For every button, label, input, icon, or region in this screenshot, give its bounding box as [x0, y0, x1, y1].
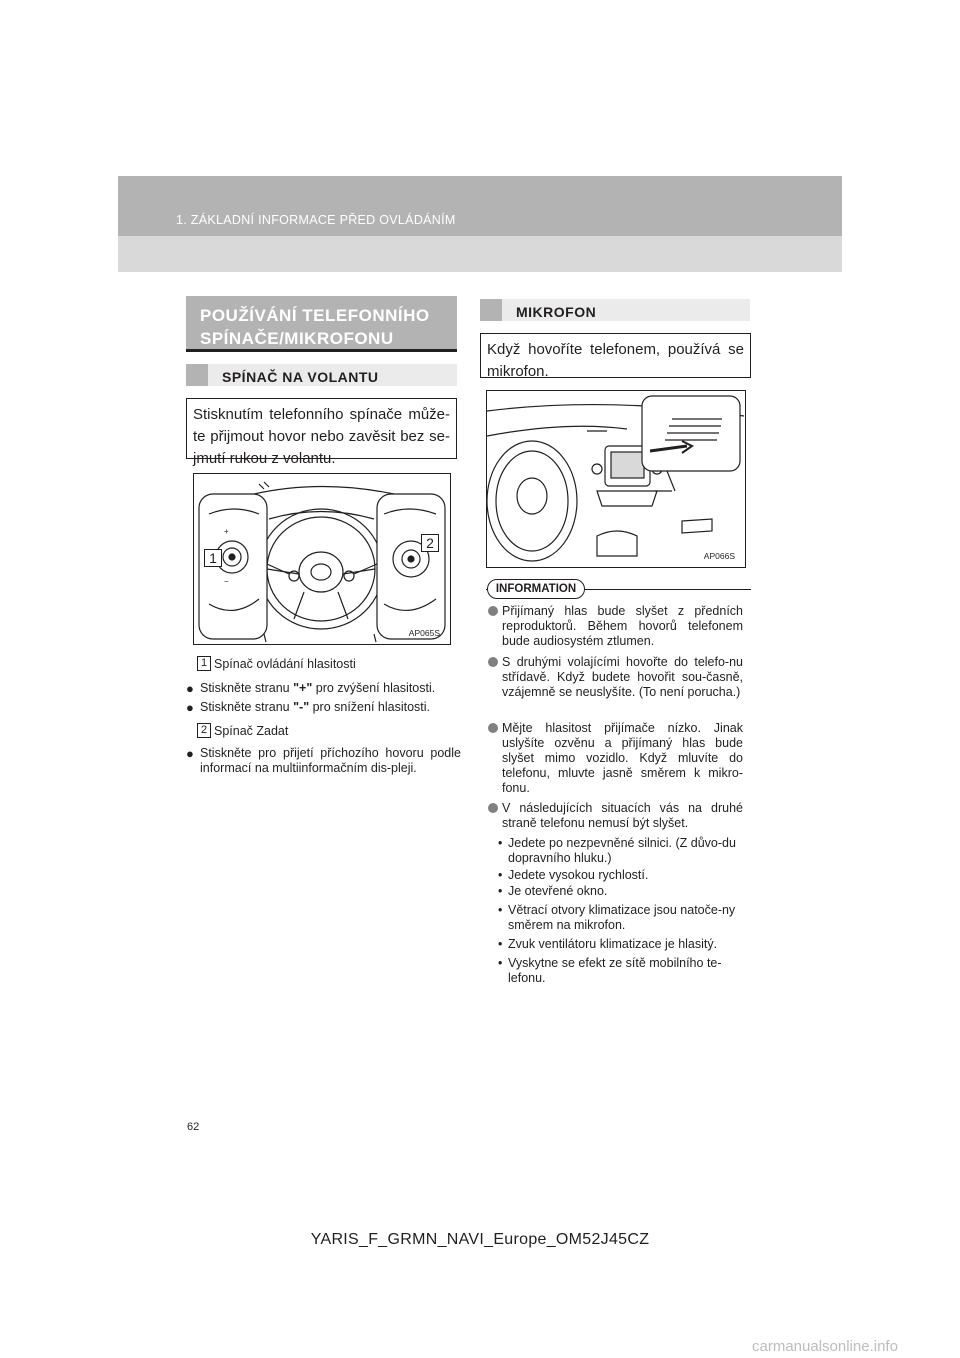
sub-item-text: Zvuk ventilátoru klimatizace je hlasitý.	[508, 937, 718, 951]
sub-item-text: Větrací otvory klimatizace jsou natoče-ny směrem na mikrofon.	[508, 903, 736, 932]
info-text: Mějte hlasitost přijímače nízko. Jinak uslyšíte ozvěnu a přijímaný hlas bude slyšet mimo vozidlo. Když mluvíte do telefonu, mluvte jasně směrem k mikro-fonu.	[502, 721, 743, 795]
item-number: 2	[197, 723, 211, 738]
document-footer: YARIS_F_GRMN_NAVI_Europe_OM52J45CZ	[310, 1231, 650, 1248]
bullet-icon	[488, 606, 498, 616]
bullet-text: Stiskněte pro přijetí příchozího hovoru podle informací na multiinformačním dis-pleji.	[200, 746, 461, 775]
bullet-icon: ●	[186, 681, 194, 696]
dashboard-illustration	[487, 391, 744, 566]
section-title	[186, 296, 457, 352]
key-label: "+"	[293, 681, 313, 695]
bullet-icon	[488, 657, 498, 667]
subsection-marker	[480, 299, 502, 321]
bullet-icon	[488, 723, 498, 733]
steering-wheel-illustration	[194, 474, 449, 643]
bullet-icon	[488, 803, 498, 813]
key-label: "-"	[293, 700, 310, 714]
info-text: V následujících situacích vás na druhé straně telefonu nemusí být slyšet.	[502, 801, 743, 830]
subsection-steering-switch	[186, 364, 457, 386]
bullet-text: pro zvýšení hlasitosti.	[312, 681, 436, 695]
subsection-marker	[186, 364, 208, 386]
sub-item-text: Vyskytne se efekt ze sítě mobilního te-lefonu.	[508, 956, 722, 985]
page-number: 62	[187, 1121, 200, 1133]
item-number: 1	[197, 656, 211, 671]
intro-box-microphone: Když hovoříte telefonem, používá se mikrofon.	[480, 333, 751, 378]
info-text: Přijímaný hlas bude slyšet z předních reproduktorů. Během hovorů telefonem bude audiosystém ztlumen.	[502, 604, 743, 648]
sub-item-text: Je otevřené okno.	[508, 884, 608, 898]
svg-text:+: +	[224, 527, 229, 536]
figure-code: AP066S	[703, 551, 735, 561]
chapter-title: 1. ZÁKLADNÍ INFORMACE PŘED OVLÁDÁNÍM	[176, 213, 456, 227]
sub-item-text: Jedete po nezpevněné silnici. (Z důvo-du dopravního hluku.)	[508, 836, 736, 865]
intro-box-steering: Stisknutím telefonního spínače může-te přijmout hovor nebo zavěsit bez se-jmutí rukou z volantu.	[186, 398, 457, 459]
section-title-text: POUŽÍVÁNÍ TELEFONNÍHO SPÍNAČE/MIKROFONU	[200, 306, 430, 348]
chapter-header-bar	[118, 176, 842, 236]
callout-1: 1	[204, 549, 222, 567]
bullet-icon: ●	[186, 746, 194, 761]
item-title: Spínač Zadat	[214, 724, 289, 738]
bullet-text: pro snížení hlasitosti.	[309, 700, 431, 714]
callout-2: 2	[421, 534, 439, 552]
microphone-figure	[486, 390, 746, 568]
subsection-microphone	[480, 299, 750, 321]
item-title: Spínač ovládání hlasitosti	[214, 657, 356, 671]
bullet-text: Stiskněte stranu	[200, 681, 294, 695]
figure-code: AP065S	[408, 628, 440, 638]
svg-text:−: −	[224, 577, 229, 586]
bullet-text: Stiskněte stranu	[200, 700, 294, 714]
subsection-title: SPÍNAČ NA VOLANTU	[222, 369, 379, 385]
subsection-title: MIKROFON	[516, 304, 597, 320]
sub-item-text: Jedete vysokou rychlostí.	[508, 868, 649, 882]
info-text: S druhými volajícími hovořte do telefo-nu střídavě. Když budete hovořit sou-časně, vzájemně se neuslyšíte. (To není porucha.)	[502, 655, 743, 699]
watermark: carmanualsonline.info	[752, 1338, 898, 1355]
chapter-header	[118, 176, 842, 272]
steering-switch-figure	[193, 473, 451, 645]
bullet-icon: ●	[186, 700, 194, 715]
information-label: INFORMATION	[487, 579, 585, 599]
